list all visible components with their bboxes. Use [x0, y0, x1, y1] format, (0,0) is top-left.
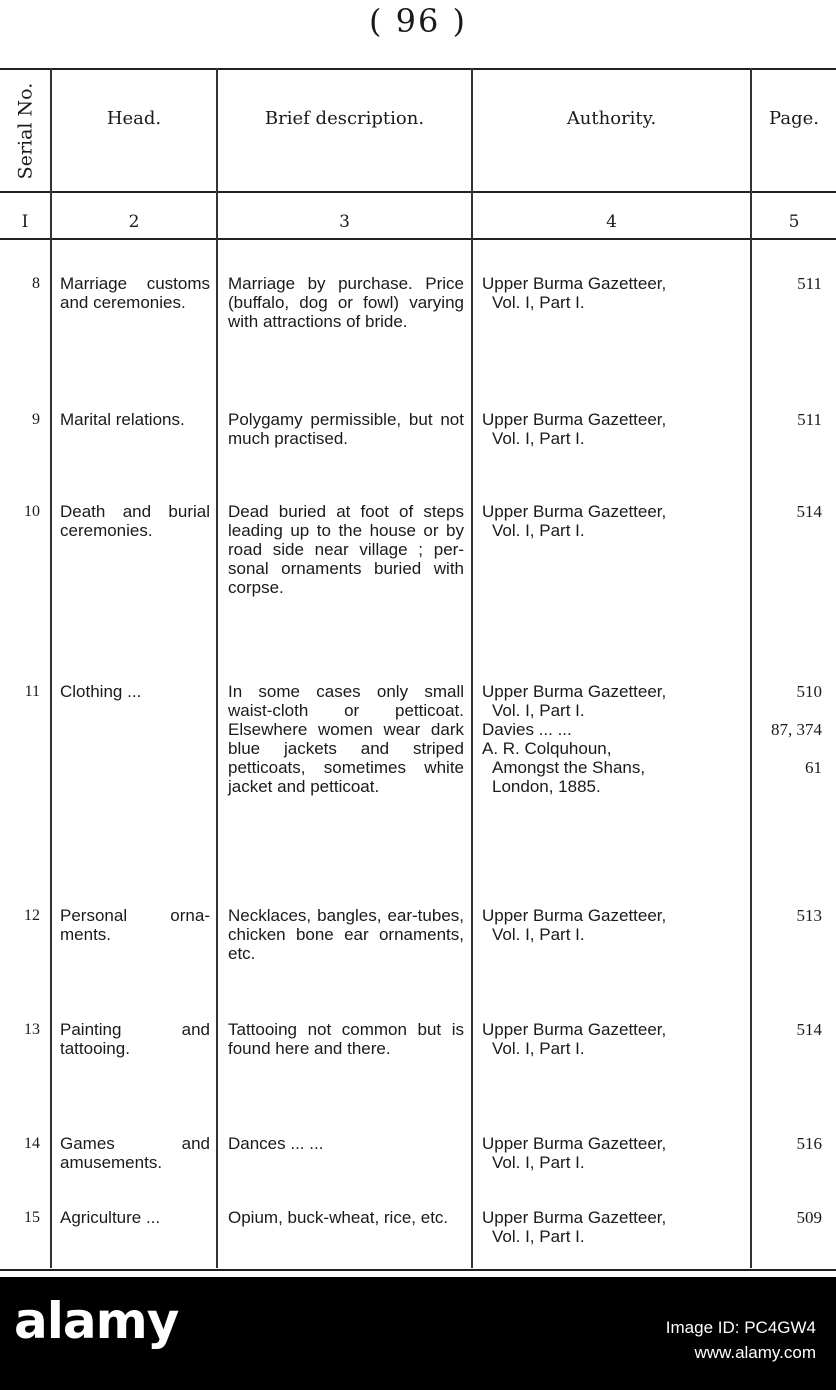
page-ref: 87, 374 [771, 720, 822, 739]
bottom-rule [0, 1269, 836, 1271]
page-ref: 513 [796, 906, 822, 925]
column-number-3: 3 [339, 212, 350, 232]
col-divider-2 [216, 68, 218, 1268]
head-cell: Agriculture ... [60, 1208, 161, 1227]
description-cell: Dead buried at foot of steps leading up to the house or by road side near village ; personal ornaments buried with corpse. [228, 502, 464, 597]
page-cell [748, 1134, 822, 1153]
header-head: Head. [106, 108, 162, 129]
top-rule [0, 68, 836, 70]
serial-cell: 15 [24, 1209, 40, 1226]
page-ref: 511 [797, 274, 822, 293]
description-cell: Marriage by purchase. Price (buffalo, dog or fowl) varying with attractions of bride. [228, 274, 464, 331]
page-ref: 514 [796, 502, 822, 521]
page-ref: 516 [796, 1134, 822, 1153]
image-id-label: Image ID: PC4GW4 [665, 1318, 816, 1337]
serial-cell: 12 [24, 907, 40, 924]
page-cell [748, 906, 822, 925]
serial-cell: 9 [32, 411, 40, 428]
page-cell [748, 1020, 822, 1039]
head-cell: Marriage customs and ceremonies. [60, 274, 210, 312]
description-cell: In some cases only small waist-cloth or petticoat. Elsewhere women wear dark blue jackets and striped petticoats, sometimes white jacket and petticoat. [228, 682, 464, 796]
column-number-rule [0, 238, 836, 240]
authority-line: Vol. I, Part I. [492, 429, 585, 448]
authority-line: Vol. I, Part I. [492, 1227, 585, 1246]
description-cell: Polygamy permissible, but not much practised. [228, 410, 464, 448]
authority-line: Upper Burma Gazetteer, [482, 682, 667, 701]
serial-cell: 8 [32, 275, 40, 292]
head-cell: Personal ornaments. [60, 906, 210, 944]
authority-line: Davies ... ... [482, 720, 572, 739]
serial-cell: 13 [24, 1021, 40, 1038]
page-cell [748, 502, 822, 521]
page-ref: 514 [796, 1020, 822, 1039]
serial-cell: 14 [24, 1135, 40, 1152]
authority-line: A. R. Colquhoun, [482, 739, 612, 758]
authority-line: Upper Burma Gazetteer, [482, 1020, 667, 1039]
column-number-4: 4 [606, 212, 617, 232]
authority-line: London, 1885. [492, 777, 601, 796]
authority-line: Vol. I, Part I. [492, 925, 585, 944]
serial-cell: 10 [24, 503, 40, 520]
page-number: ( 96 ) [368, 2, 468, 40]
page-cell [748, 410, 822, 429]
authority-line: Upper Burma Gazetteer, [482, 1208, 667, 1227]
col-divider-1 [50, 68, 52, 1268]
page-ref: 61 [805, 758, 822, 777]
description-cell: Dances ... ... [228, 1134, 324, 1153]
head-cell: Death and burial ceremonies. [60, 502, 210, 540]
page-cell [748, 1208, 822, 1227]
head-cell: Games and amusements. [60, 1134, 210, 1172]
description-cell: Tattooing not common but is found here and there. [228, 1020, 464, 1058]
header-page: Page. [769, 108, 819, 129]
authority-line: Upper Burma Gazetteer, [482, 274, 667, 293]
authority-cell [482, 1208, 744, 1246]
authority-cell [482, 682, 744, 796]
serial-cell: 11 [24, 683, 40, 700]
column-number-5: 5 [788, 212, 800, 232]
header-serial-no [2, 72, 48, 190]
page-ref: 511 [797, 410, 822, 429]
authority-line: Upper Burma Gazetteer, [482, 906, 667, 925]
site-url: www.alamy.com [694, 1343, 816, 1362]
authority-cell [482, 1134, 744, 1172]
col-divider-3 [471, 68, 473, 1268]
header-rule [0, 191, 836, 193]
page-ref: 510 [796, 682, 822, 701]
authority-line: Amongst the Shans, [492, 758, 646, 777]
col-divider-4 [750, 68, 752, 1268]
description-cell: Opium, buck-wheat, rice, etc. [228, 1208, 449, 1227]
authority-cell [482, 502, 744, 540]
head-cell: Painting and tattooing. [60, 1020, 210, 1058]
header-description: Brief description. [264, 108, 425, 129]
authority-cell [482, 1020, 744, 1058]
authority-cell [482, 410, 744, 448]
authority-line: Vol. I, Part I. [492, 521, 585, 540]
authority-line: Upper Burma Gazetteer, [482, 1134, 667, 1153]
authority-line: Vol. I, Part I. [492, 701, 585, 720]
column-number-2: 2 [128, 212, 140, 232]
authority-line: Vol. I, Part I. [492, 1153, 585, 1172]
header-serial-no-text: Serial No. [14, 82, 37, 180]
head-cell: Marital relations. [60, 410, 185, 429]
column-number-1: I [21, 212, 29, 232]
page-cell [748, 682, 822, 777]
authority-line: Vol. I, Part I. [492, 1039, 585, 1058]
authority-cell [482, 274, 744, 312]
authority-line: Upper Burma Gazetteer, [482, 502, 667, 521]
page-cell [748, 274, 822, 293]
page-ref [748, 739, 822, 758]
alamy-logo: alamy [14, 1292, 179, 1350]
header-authority: Authority. [566, 108, 657, 129]
authority-line: Upper Burma Gazetteer, [482, 410, 667, 429]
head-cell: Clothing ... [60, 682, 142, 701]
page-ref [748, 701, 822, 720]
page-ref: 509 [796, 1208, 822, 1227]
authority-cell [482, 906, 744, 944]
authority-line: Vol. I, Part I. [492, 293, 585, 312]
description-cell: Necklaces, bangles, ear-tubes, chicken bone ear ornaments, etc. [228, 906, 464, 963]
